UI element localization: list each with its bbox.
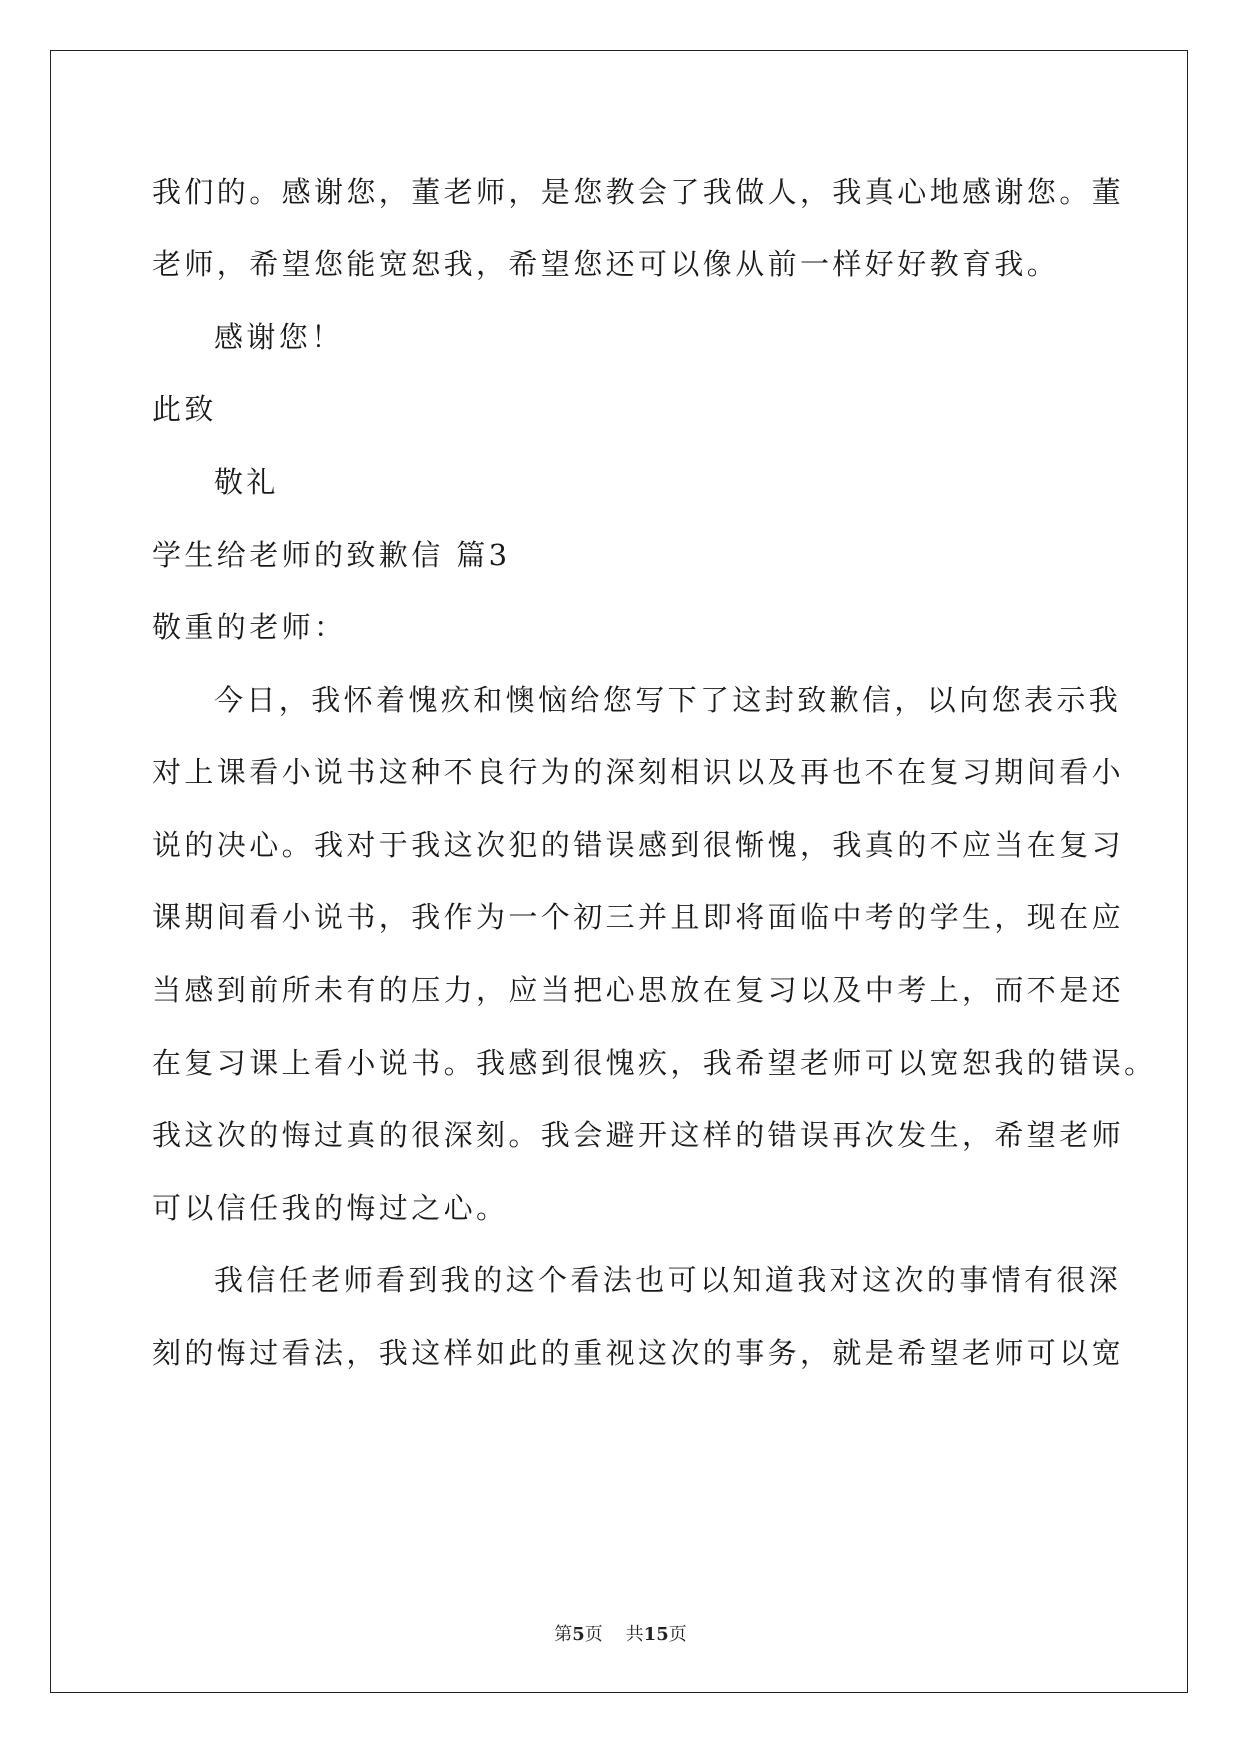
salutation: 敬重的老师： xyxy=(152,610,347,644)
text-line-9: 对上课看小说书这种不良行为的深刻相识以及再也不在复习期间看小 xyxy=(152,755,1125,789)
text-line-17: 刻的悔过看法，我这样如此的重视这次的事务，就是希望老师可以宽 xyxy=(152,1336,1125,1370)
page-prefix: 第 xyxy=(554,1624,573,1645)
text-line-11: 课期间看小说书，我作为一个初三并且即将面临中考的学生，现在应 xyxy=(152,900,1125,934)
text-line-4: 此致 xyxy=(152,392,217,426)
text-line-2: 老师，希望您能宽恕我，希望您还可以像从前一样好好教育我。 xyxy=(152,247,1060,281)
page-border xyxy=(50,50,1188,1693)
text-line-14: 我这次的悔过真的很深刻。我会避开这样的错误再次发生，希望老师 xyxy=(152,1118,1125,1152)
page-number: 5 xyxy=(572,1624,585,1645)
text-line-16: 我信任老师看到我的这个看法也可以知道我对这次的事情有很深 xyxy=(214,1263,1122,1297)
total-suffix: 页 xyxy=(668,1624,687,1645)
text-line-8: 今日，我怀着愧疚和懊恼给您写下了这封致歉信，以向您表示我 xyxy=(214,683,1122,717)
text-line-10: 说的决心。我对于我这次犯的错误感到很惭愧，我真的不应当在复习 xyxy=(152,828,1125,862)
text-line-12: 当感到前所未有的压力，应当把心思放在复习以及中考上，而不是还 xyxy=(152,973,1125,1007)
total-pages: 15 xyxy=(643,1624,669,1645)
page-suffix: 页 xyxy=(584,1624,603,1645)
total-prefix: 共 xyxy=(625,1624,644,1645)
text-line-1: 我们的。感谢您，董老师，是您教会了我做人，我真心地感谢您。董 xyxy=(152,175,1125,209)
text-line-13: 在复习课上看小说书。我感到很愧疚，我希望老师可以宽恕我的错误。 xyxy=(152,1046,1157,1080)
section-heading: 学生给老师的致歉信 篇3 xyxy=(152,538,511,572)
text-line-5: 敬礼 xyxy=(214,465,279,499)
page-footer xyxy=(0,1623,1241,1647)
text-line-15: 可以信任我的悔过之心。 xyxy=(152,1191,509,1225)
text-line-3: 感谢您！ xyxy=(214,320,344,354)
